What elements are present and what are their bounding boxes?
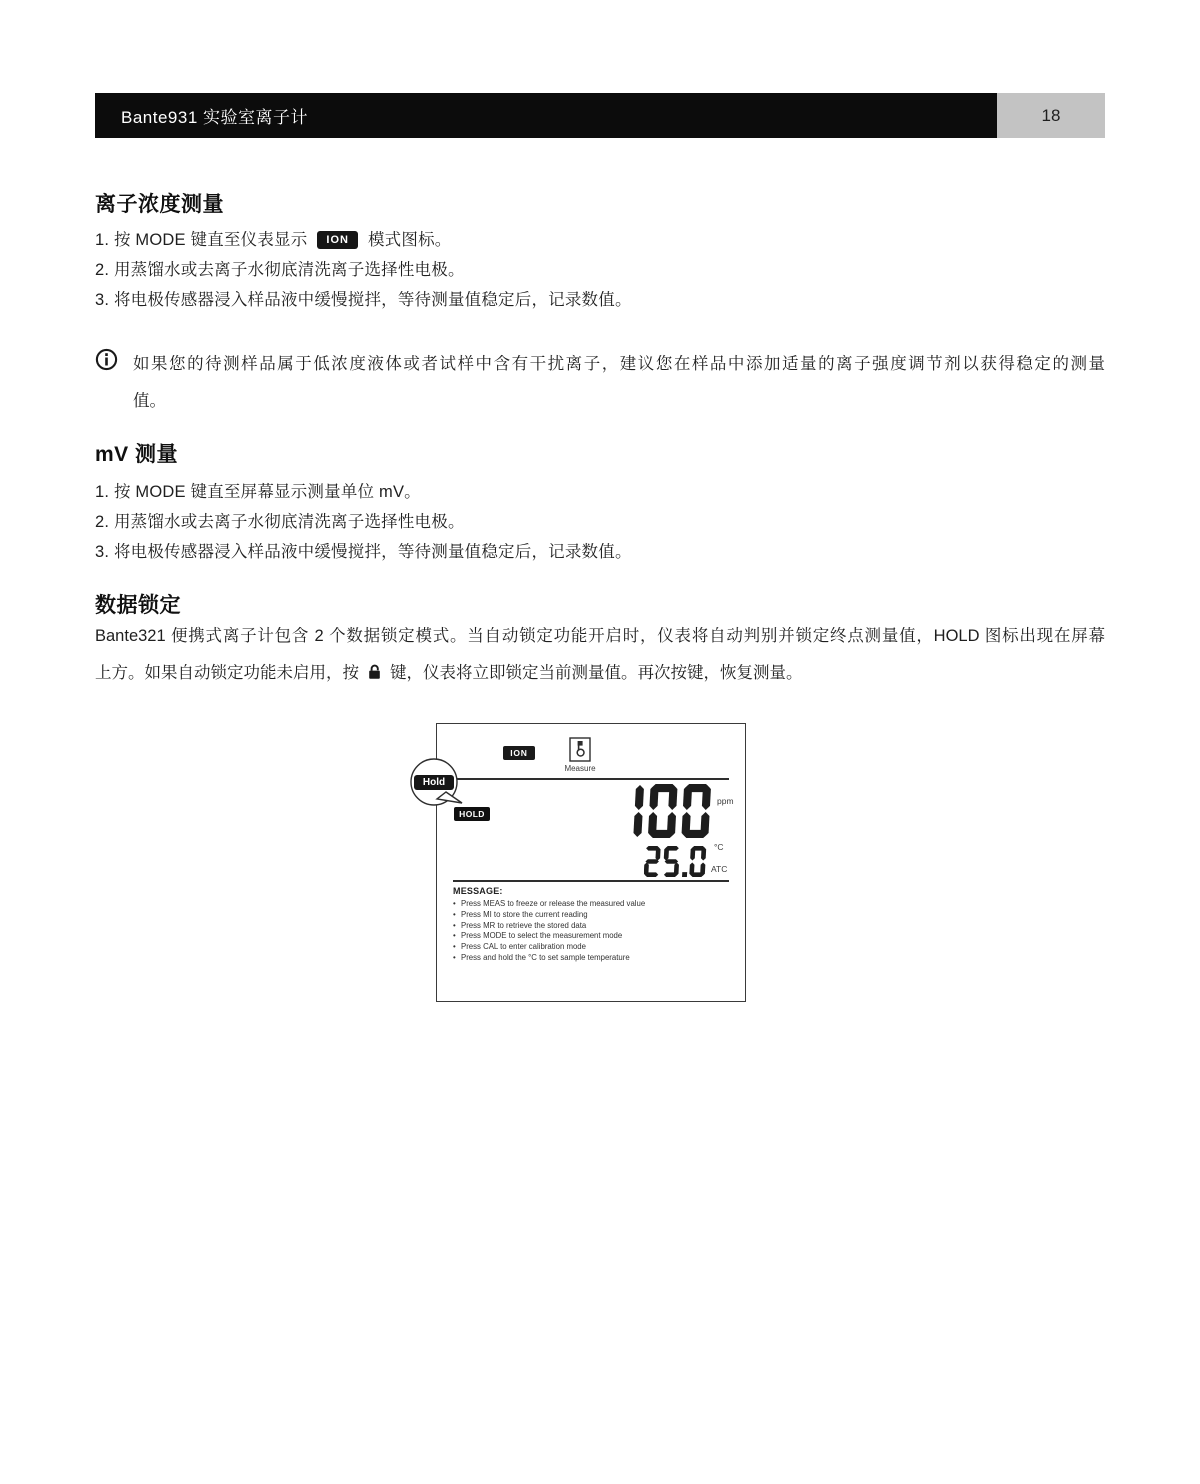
page-number: 18	[997, 93, 1105, 138]
unit-celsius-label: °C	[714, 842, 724, 852]
hold-para-text: 上方。如果自动锁定功能未启用，按	[95, 664, 359, 682]
measure-label: Measure	[564, 764, 596, 773]
lock-icon	[367, 657, 382, 694]
hold-para-line-2	[95, 655, 1105, 694]
message-item: • Press CAL to enter calibration mode	[453, 942, 733, 953]
section-heading-mv: mV 测量	[95, 443, 179, 466]
note-line-1: 如果您的待测样品属于低浓度液体或者试样中含有干扰离子，建议您在样品中添加适量的离子强度调节剂以获得稳定的测量	[133, 355, 1105, 373]
ion-mode-badge: ION	[317, 231, 358, 249]
hold-callout-label: Hold	[414, 775, 454, 790]
measure-electrode-icon	[569, 737, 591, 767]
message-title: MESSAGE:	[453, 886, 503, 896]
hold-callout-bubble	[403, 752, 513, 848]
message-item: • Press and hold the °C to set sample temperature	[453, 953, 733, 964]
message-item: • Press MODE to select the measurement mode	[453, 931, 733, 942]
step-text: 模式图标。	[367, 231, 452, 249]
lcd-divider-bottom	[453, 880, 729, 882]
mv-step-2: 2. 用蒸馏水或去离子水彻底清洗离子选择性电极。	[95, 513, 465, 531]
lcd-hold-badge: HOLD	[454, 807, 490, 821]
info-note	[95, 346, 1105, 420]
hold-para-line-1: Bante321 便携式离子计包含 2 个数据锁定模式。当自动锁定功能开启时，仪表将自动判别并锁定终点测量值，HOLD 图标出现在屏幕	[95, 627, 1105, 645]
lcd-display-diagram	[422, 723, 746, 1002]
section-heading-ion: 离子浓度测量	[95, 193, 224, 216]
hold-para-text: 键，仪表将立即锁定当前测量值。再次按键，恢复测量。	[390, 664, 803, 682]
message-item: • Press MEAS to freeze or release the measured value	[453, 899, 733, 910]
unit-ppm-label: ppm	[717, 796, 734, 806]
page-title: Bante931 实验室离子计	[121, 108, 309, 127]
message-block	[453, 886, 733, 964]
mv-step-1: 1. 按 MODE 键直至屏幕显示测量单位 mV。	[95, 483, 421, 501]
section-heading-hold: 数据锁定	[95, 594, 181, 617]
temperature-display	[644, 846, 709, 882]
lcd-ion-badge: ION	[503, 746, 535, 760]
info-note-text	[133, 346, 1105, 420]
hold-paragraph	[95, 618, 1105, 694]
mv-step-3: 3. 将电极传感器浸入样品液中缓慢搅拌，等待测量值稳定后，记录数值。	[95, 543, 632, 561]
message-item: • Press MR to retrieve the stored data	[453, 921, 733, 932]
message-list	[453, 899, 733, 964]
info-icon	[95, 346, 133, 420]
main-reading-display	[615, 784, 712, 843]
header-bar	[95, 93, 1105, 138]
ion-step-1	[95, 226, 451, 250]
message-item: • Press MI to store the current reading	[453, 910, 733, 921]
ion-step-3: 3. 将电极传感器浸入样品液中缓慢搅拌，等待测量值稳定后，记录数值。	[95, 291, 632, 309]
atc-label: ATC	[711, 864, 728, 874]
ion-step-2: 2. 用蒸馏水或去离子水彻底清洗离子选择性电极。	[95, 261, 465, 279]
step-text: 1. 按 MODE 键直至仪表显示	[95, 231, 308, 249]
note-line-2: 值。	[133, 392, 166, 410]
